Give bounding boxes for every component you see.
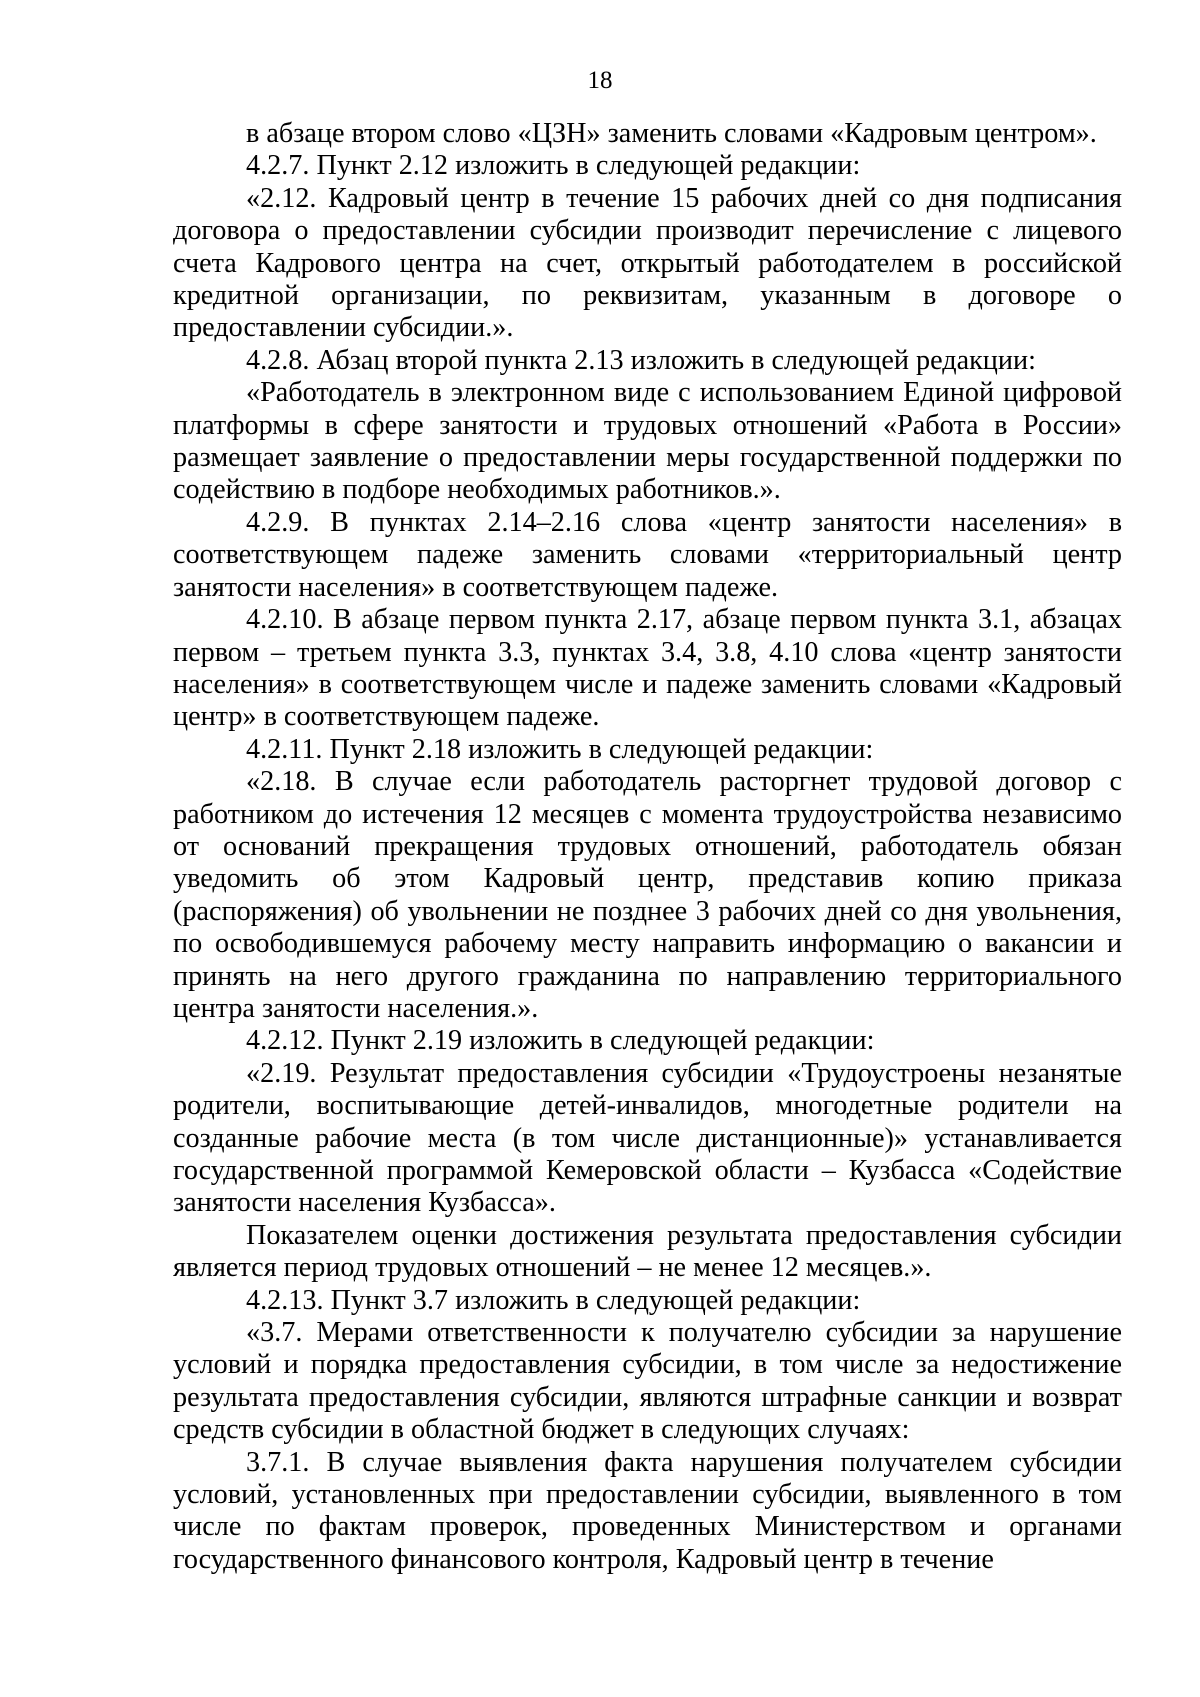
paragraph: в абзаце втором слово «ЦЗН» заменить словами «Кадровым центром».: [246, 118, 1097, 149]
paragraph: 4.2.9. В пунктах 2.14–2.16 слова «центр занятости населения» в соответствующем падеже заменить словами «территориальный центр занятости населения» в соответствующем падеже.: [173, 506, 1122, 603]
paragraph: 4.2.7. Пункт 2.12 изложить в следующей редакции:: [246, 150, 861, 182]
paragraph: Показателем оценки достижения результата предоставления субсидии является период трудовых отношений – не менее 12 месяцев.».: [173, 1219, 1122, 1284]
paragraph: «2.18. В случае если работодатель расторгнет трудовой договор с работником до истечения 12 месяцев с момента трудоустройства независимо от оснований прекращения трудовых отношений, работодатель обязан уведомить об этом Кадровый центр, представив копию приказа (распоряжения) об увольнении не позднее 3 рабочих дней со дня увольнения, по освободившемуся рабочему месту направить информацию о вакансии и принять на него другого гражданина по направлению территориального центра занятости населения.».: [173, 766, 1122, 1024]
paragraph: 4.2.13. Пункт 3.7 изложить в следующей редакции:: [246, 1284, 861, 1316]
paragraph: «3.7. Мерами ответственности к получателю субсидии за нарушение условий и порядка предоставления субсидии, в том числе за недостижение результата предоставления субсидии, являются штрафные санкции и возврат средств субсидии в областной бюджет в следующих случаях:: [173, 1317, 1122, 1446]
paragraph: 4.2.11. Пункт 2.18 изложить в следующей редакции:: [246, 733, 874, 765]
paragraph: 3.7.1. В случае выявления факта нарушения получателем субсидии условий, установленных при предоставлении субсидии, выявленного в том числе по фактам проверок, проведенных Министерством и органами государственного финансового контроля, Кадровый центр в течение: [173, 1446, 1122, 1575]
paragraph: 4.2.8. Абзац второй пункта 2.13 изложить в следующей редакции:: [246, 344, 1036, 376]
paragraph: 4.2.10. В абзаце первом пункта 2.17, абзаце первом пункта 3.1, абзацах первом – третьем пункта 3.3, пунктах 3.4, 3.8, 4.10 слова «центр занятости населения» в соответствующем числе и падеже заменить словами «Кадровый центр» в соответствующем падеже.: [173, 604, 1122, 733]
document-body: [173, 118, 1122, 1576]
paragraph: «2.12. Кадровый центр в течение 15 рабочих дней со дня подписания договора о предоставлении субсидии производит перечисление с лицевого счета Кадрового центра на счет, открытый работодателем в российской кредитной организации, по реквизитам, указанным в договоре о предоставлении субсидии.».: [173, 182, 1122, 344]
paragraph: 4.2.12. Пункт 2.19 изложить в следующей редакции:: [246, 1025, 875, 1057]
paragraph: «2.19. Результат предоставления субсидии «Трудоустроены незанятые родители, воспитывающие детей-инвалидов, многодетные родители на созданные рабочие места (в том числе дистанционные)» устанавливается государственной программой Кемеровской области – Кузбасса «Содействие занятости населения Кузбасса».: [173, 1057, 1122, 1219]
paragraph: «Работодатель в электронном виде с использованием Единой цифровой платформы в сфере занятости и трудовых отношений «Работа в России» размещает заявление о предоставлении меры государственной поддержки по содействию в подборе необходимых работников.».: [173, 377, 1122, 506]
page-number: 18: [587, 67, 613, 94]
